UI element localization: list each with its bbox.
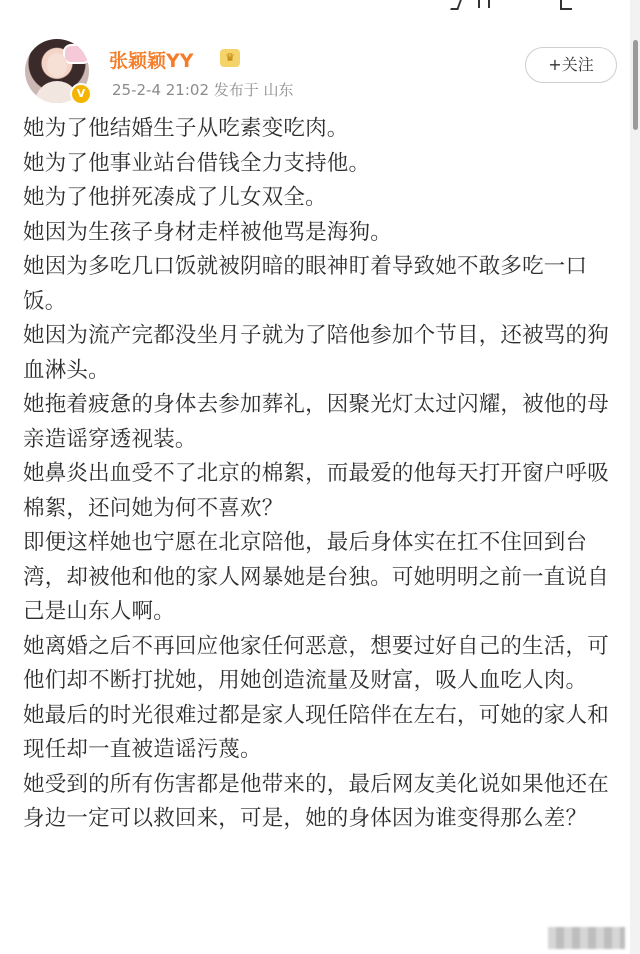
avatar-decoration-icon <box>63 44 89 64</box>
post-paragraph: 她因为生孩子身材走样被他骂是海狗。 <box>23 219 392 245</box>
crown-icon: ♛ <box>220 49 240 67</box>
username[interactable]: 张颖颖YY <box>109 50 194 72</box>
blurred-watermark <box>548 927 625 949</box>
top-icons <box>0 0 640 14</box>
follow-button[interactable]: +关注 <box>525 47 617 83</box>
top-icon-1 <box>450 0 462 10</box>
post-paragraph: 她因为多吃几口饭就被阴暗的眼神盯着导致她不敢多吃一口饭。 <box>23 254 588 314</box>
post-paragraph: 她鼻炎出血受不了北京的棉絮，而最爱的他每天打开窗户呼吸棉絮，还问她为何不喜欢？ <box>23 461 609 521</box>
scrollbar-thumb[interactable] <box>633 40 638 130</box>
post-content <box>23 112 613 837</box>
post-header <box>0 14 630 104</box>
post-paragraph: 她因为流产完都没坐月子就为了陪他参加个节目，还被骂的狗血淋头。 <box>23 323 609 383</box>
post-paragraph: 她为了他拼死凑成了儿女双全。 <box>23 185 327 210</box>
avatar-face <box>47 53 67 77</box>
top-icon-3 <box>560 0 572 10</box>
post-paragraph: 她拖着疲惫的身体去参加葬礼，因聚光灯太过闪耀，被他的母亲造谣穿透视装。 <box>23 392 609 452</box>
post-paragraph: 她为了他结婚生子从吃素变吃肉。 <box>23 116 349 141</box>
scrollbar[interactable] <box>630 0 640 954</box>
post-paragraph: 她受到的所有伤害都是他带来的，最后网友美化说如果他还在身边一定可以救回来，可是，她的身体因为谁变得那么差？ <box>23 771 609 831</box>
top-icon-2 <box>478 0 490 8</box>
verified-icon: V <box>70 83 92 105</box>
post-paragraph: 即便这样她也宁愿在北京陪他，最后身体实在扛不住回到台湾，却被他和他的家人网暴她是台独。可她明明之前一直说自己是山东人啊。 <box>23 530 609 624</box>
post-paragraph: 她离婚之后不再回应他家任何恶意，想要过好自己的生活，可他们却不断打扰她，用她创造流量及财富，吸人血吃人肉。 <box>23 633 609 693</box>
post-paragraph: 她最后的时光很难过都是家人现任陪伴在左右，可她的家人和现任却一直被造谣污蔑。 <box>23 702 609 762</box>
post-meta: 25-2-4 21:02 发布于 山东 <box>112 81 294 99</box>
post-paragraph: 她为了他事业站台借钱全力支持他。 <box>23 150 371 176</box>
